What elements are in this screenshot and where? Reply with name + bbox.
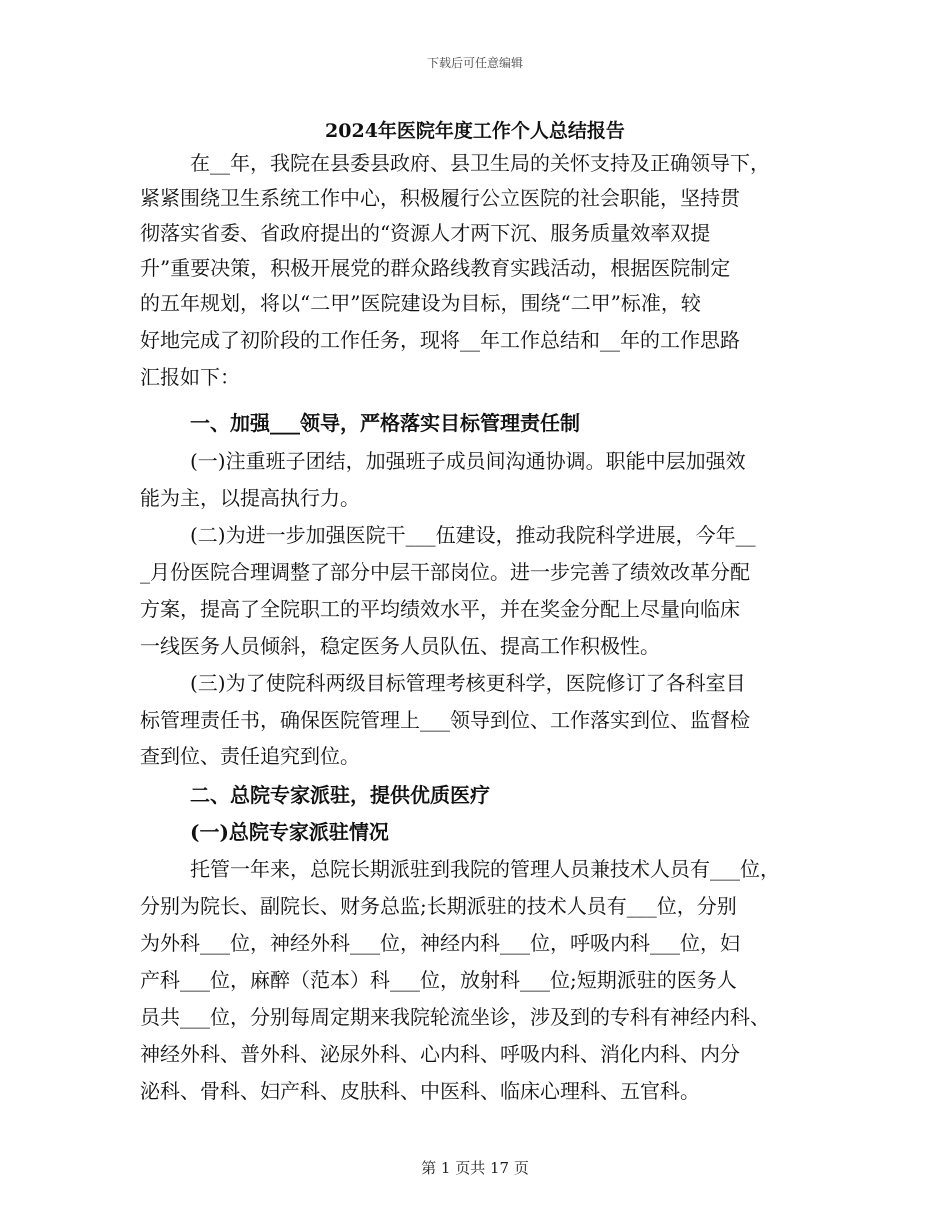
body-line: 一线医务人员倾斜，稳定医务人员队伍、提高工作积极性。 (140, 634, 660, 658)
page-footer: 第 1 页共 17 页 (421, 1159, 529, 1177)
subsection-heading: (一)总院专家派驻情况 (190, 820, 389, 844)
body-line: 泌科、骨科、妇产科、皮肤科、中医科、临床心理科、五官科。 (140, 1079, 700, 1103)
body-line: 能为主，以提高执行力。 (140, 486, 360, 510)
body-line: 方案，提高了全院职工的平均绩效水平，并在奖金分配上尽量向临床 (140, 597, 740, 621)
body-line: _月份医院合理调整了部分中层干部岗位。进一步完善了绩效改革分配 (140, 560, 750, 584)
header-note: 下载后可任意编辑 (426, 56, 523, 70)
body-line: 为外科___位，神经外科___位，神经内科___位，呼吸内科___位，妇 (140, 931, 740, 955)
body-line: 产科___位，麻醉（范本）科___位，放射科___位;短期派驻的医务人 (140, 968, 737, 992)
section-heading-2: 二、总院专家派驻，提供优质医疗 (190, 783, 490, 807)
body-line: 好地完成了初阶段的工作任务，现将__年工作总结和__年的工作思路 (140, 328, 740, 352)
body-line: 神经外科、普外科、泌尿外科、心内科、呼吸内科、消化内科、内分 (140, 1042, 740, 1066)
body-line: 在__年，我院在县委县政府、县卫生局的关怀支持及正确领导下， (190, 151, 770, 175)
body-line: 员共___位，分别每周定期来我院轮流坐诊，涉及到的专科有神经内科、 (140, 1005, 770, 1029)
body-line: 托管一年来，总院长期派驻到我院的管理人员兼技术人员有___位， (190, 857, 780, 881)
body-line: 标管理责任书，确保医院管理上___领导到位、工作落实到位、监督检 (140, 708, 750, 732)
body-line: (二)为进一步加强医院干___伍建设，推动我院科学进展，今年__ (190, 523, 756, 547)
document-title: 2024年医院年度工作个人总结报告 (325, 120, 625, 142)
body-line: 紧紧围绕卫生系统工作中心，积极履行公立医院的社会职能，坚持贯 (140, 186, 740, 210)
body-line: 查到位、责任追究到位。 (140, 744, 360, 768)
section-heading-1: 一、加强___领导，严格落实目标管理责任制 (190, 411, 580, 435)
body-line: (三)为了使院科两级目标管理考核更科学，医院修订了各科室目 (190, 671, 746, 695)
body-line: 汇报如下： (140, 365, 240, 389)
body-line: 的五年规划，将以“二甲”医院建设为目标，围绕“二甲”标准，较 (140, 291, 701, 315)
body-line: 彻落实省委、省政府提出的“资源人才两下沉、服务质量效率双提 (140, 221, 711, 245)
body-line: 分别为院长、副院长、财务总监;长期派驻的技术人员有___位，分别 (140, 894, 737, 918)
body-line: 升”重要决策，积极开展党的群众路线教育实践活动，根据医院制定 (140, 256, 731, 280)
body-line: (一)注重班子团结，加强班子成员间沟通协调。职能中层加强效 (190, 449, 746, 473)
